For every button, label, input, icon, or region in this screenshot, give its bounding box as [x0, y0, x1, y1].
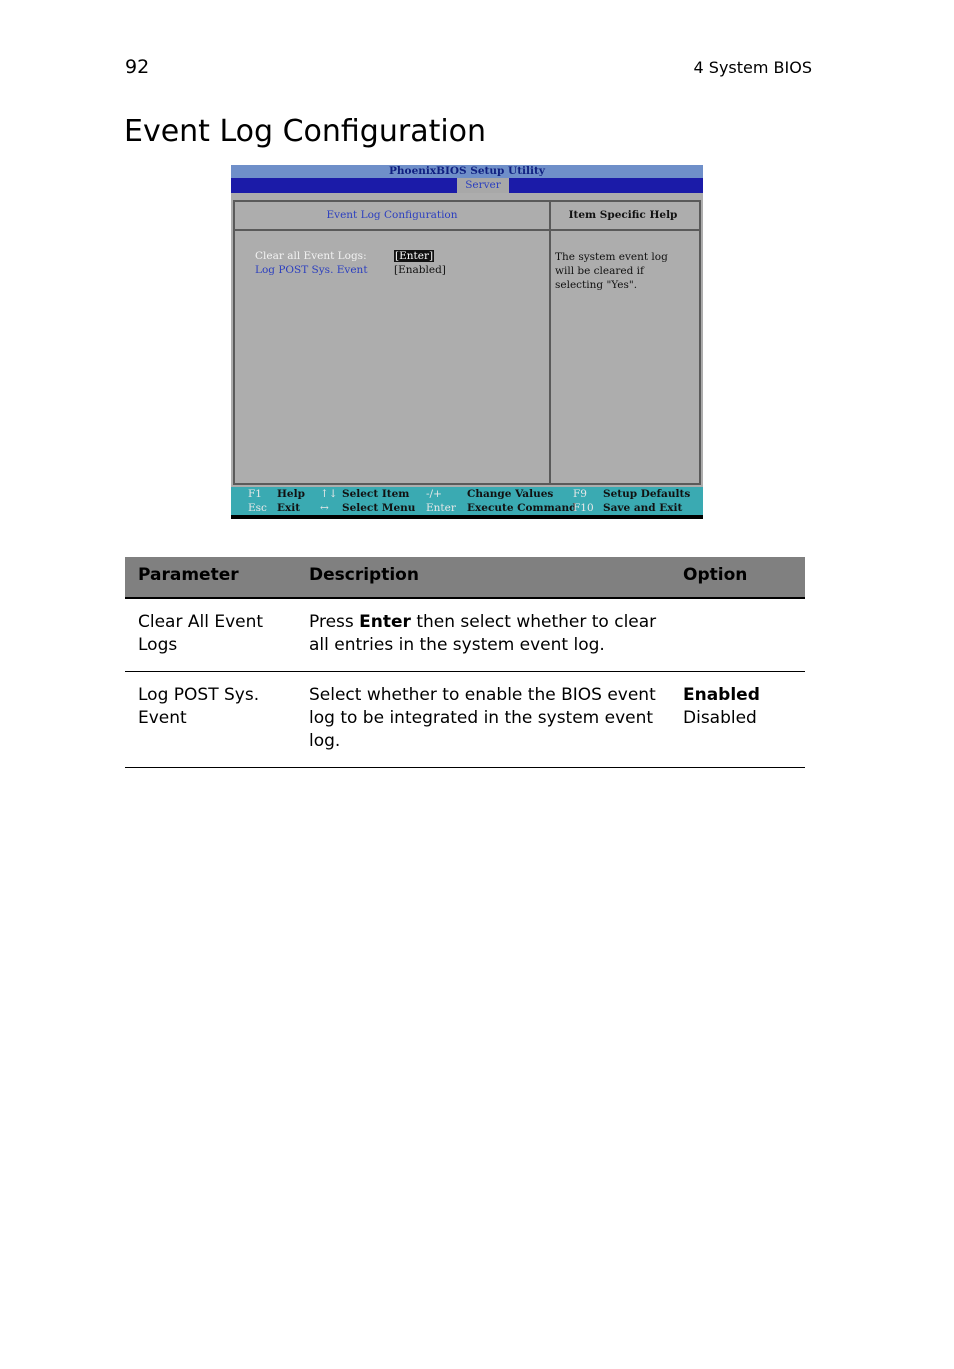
bios-item-label: Clear all Event Logs: [255, 250, 367, 262]
description-text: Select whether to enable the BIOS event log to be integrated in the system event log. [309, 685, 656, 751]
footer-key-minus-plus: -/+ [426, 488, 442, 500]
bios-item-value[interactable]: [Enabled] [394, 264, 446, 276]
footer-key-arrows-leftright: ↔ [320, 502, 329, 514]
help-line: selecting "Yes". [555, 279, 638, 291]
footer-action-change-values: Change Values [467, 488, 554, 500]
tab-server[interactable]: Server [457, 178, 509, 193]
footer-key-enter: Enter [426, 502, 456, 514]
description-text: Press [309, 612, 360, 632]
page-title: Event Log Configuration [124, 114, 487, 149]
header-parameter: Parameter [125, 557, 296, 598]
header-option: Option [670, 557, 805, 598]
footer-key-f10: F10 [573, 502, 594, 514]
bios-help-panel [547, 200, 701, 485]
footer-action-save-exit: Save and Exit [603, 502, 683, 514]
bios-item-label: Log POST Sys. Event [255, 264, 368, 276]
bios-item-value[interactable]: [Enter] [395, 250, 434, 262]
option-default: Enabled [683, 685, 760, 705]
cell-description [296, 598, 670, 672]
footer-key-arrows-updown: ↑↓ [320, 488, 338, 500]
bios-bottom-border [231, 515, 703, 519]
chapter-header: 4 System BIOS [693, 58, 812, 77]
bios-panel-title: Event Log Configuration [235, 202, 549, 231]
bios-item-clear-event-logs[interactable] [255, 250, 434, 262]
help-line: The system event log [555, 251, 668, 263]
table-header-row [125, 557, 805, 598]
bios-help-text [555, 250, 695, 292]
footer-action-help: Help [277, 488, 305, 500]
footer-action-select-menu: Select Menu [342, 502, 416, 514]
bios-screenshot [231, 165, 703, 519]
option-value: Disabled [683, 708, 757, 728]
footer-action-exit: Exit [277, 502, 301, 514]
footer-key-esc: Esc [248, 502, 267, 514]
footer-action-select-item: Select Item [342, 488, 410, 500]
cell-parameter: Clear All Event Logs [125, 598, 296, 672]
footer-action-setup-defaults: Setup Defaults [603, 488, 691, 500]
footer-key-f1: F1 [248, 488, 262, 500]
table-row [125, 598, 805, 672]
description-text: then select whether to clear all entries in the system event log. [309, 612, 657, 655]
page-number: 92 [125, 56, 150, 78]
cell-option [670, 598, 805, 672]
parameter-table [125, 557, 805, 768]
bios-app-title: PhoenixBIOS Setup Utility [231, 165, 703, 178]
header-description: Description [296, 557, 670, 598]
bios-help-title: Item Specific Help [547, 202, 699, 231]
bios-footer [231, 487, 703, 515]
cell-option [670, 672, 805, 768]
footer-action-execute-command: Execute Command [467, 502, 577, 514]
bios-settings-panel [233, 200, 551, 485]
bios-item-log-post-event[interactable] [255, 264, 446, 276]
footer-key-f9: F9 [573, 488, 587, 500]
cell-parameter: Log POST Sys. Event [125, 672, 296, 768]
description-emphasis: Enter [359, 612, 411, 632]
cell-description [296, 672, 670, 768]
table-row [125, 672, 805, 768]
help-line: will be cleared if [555, 265, 644, 277]
